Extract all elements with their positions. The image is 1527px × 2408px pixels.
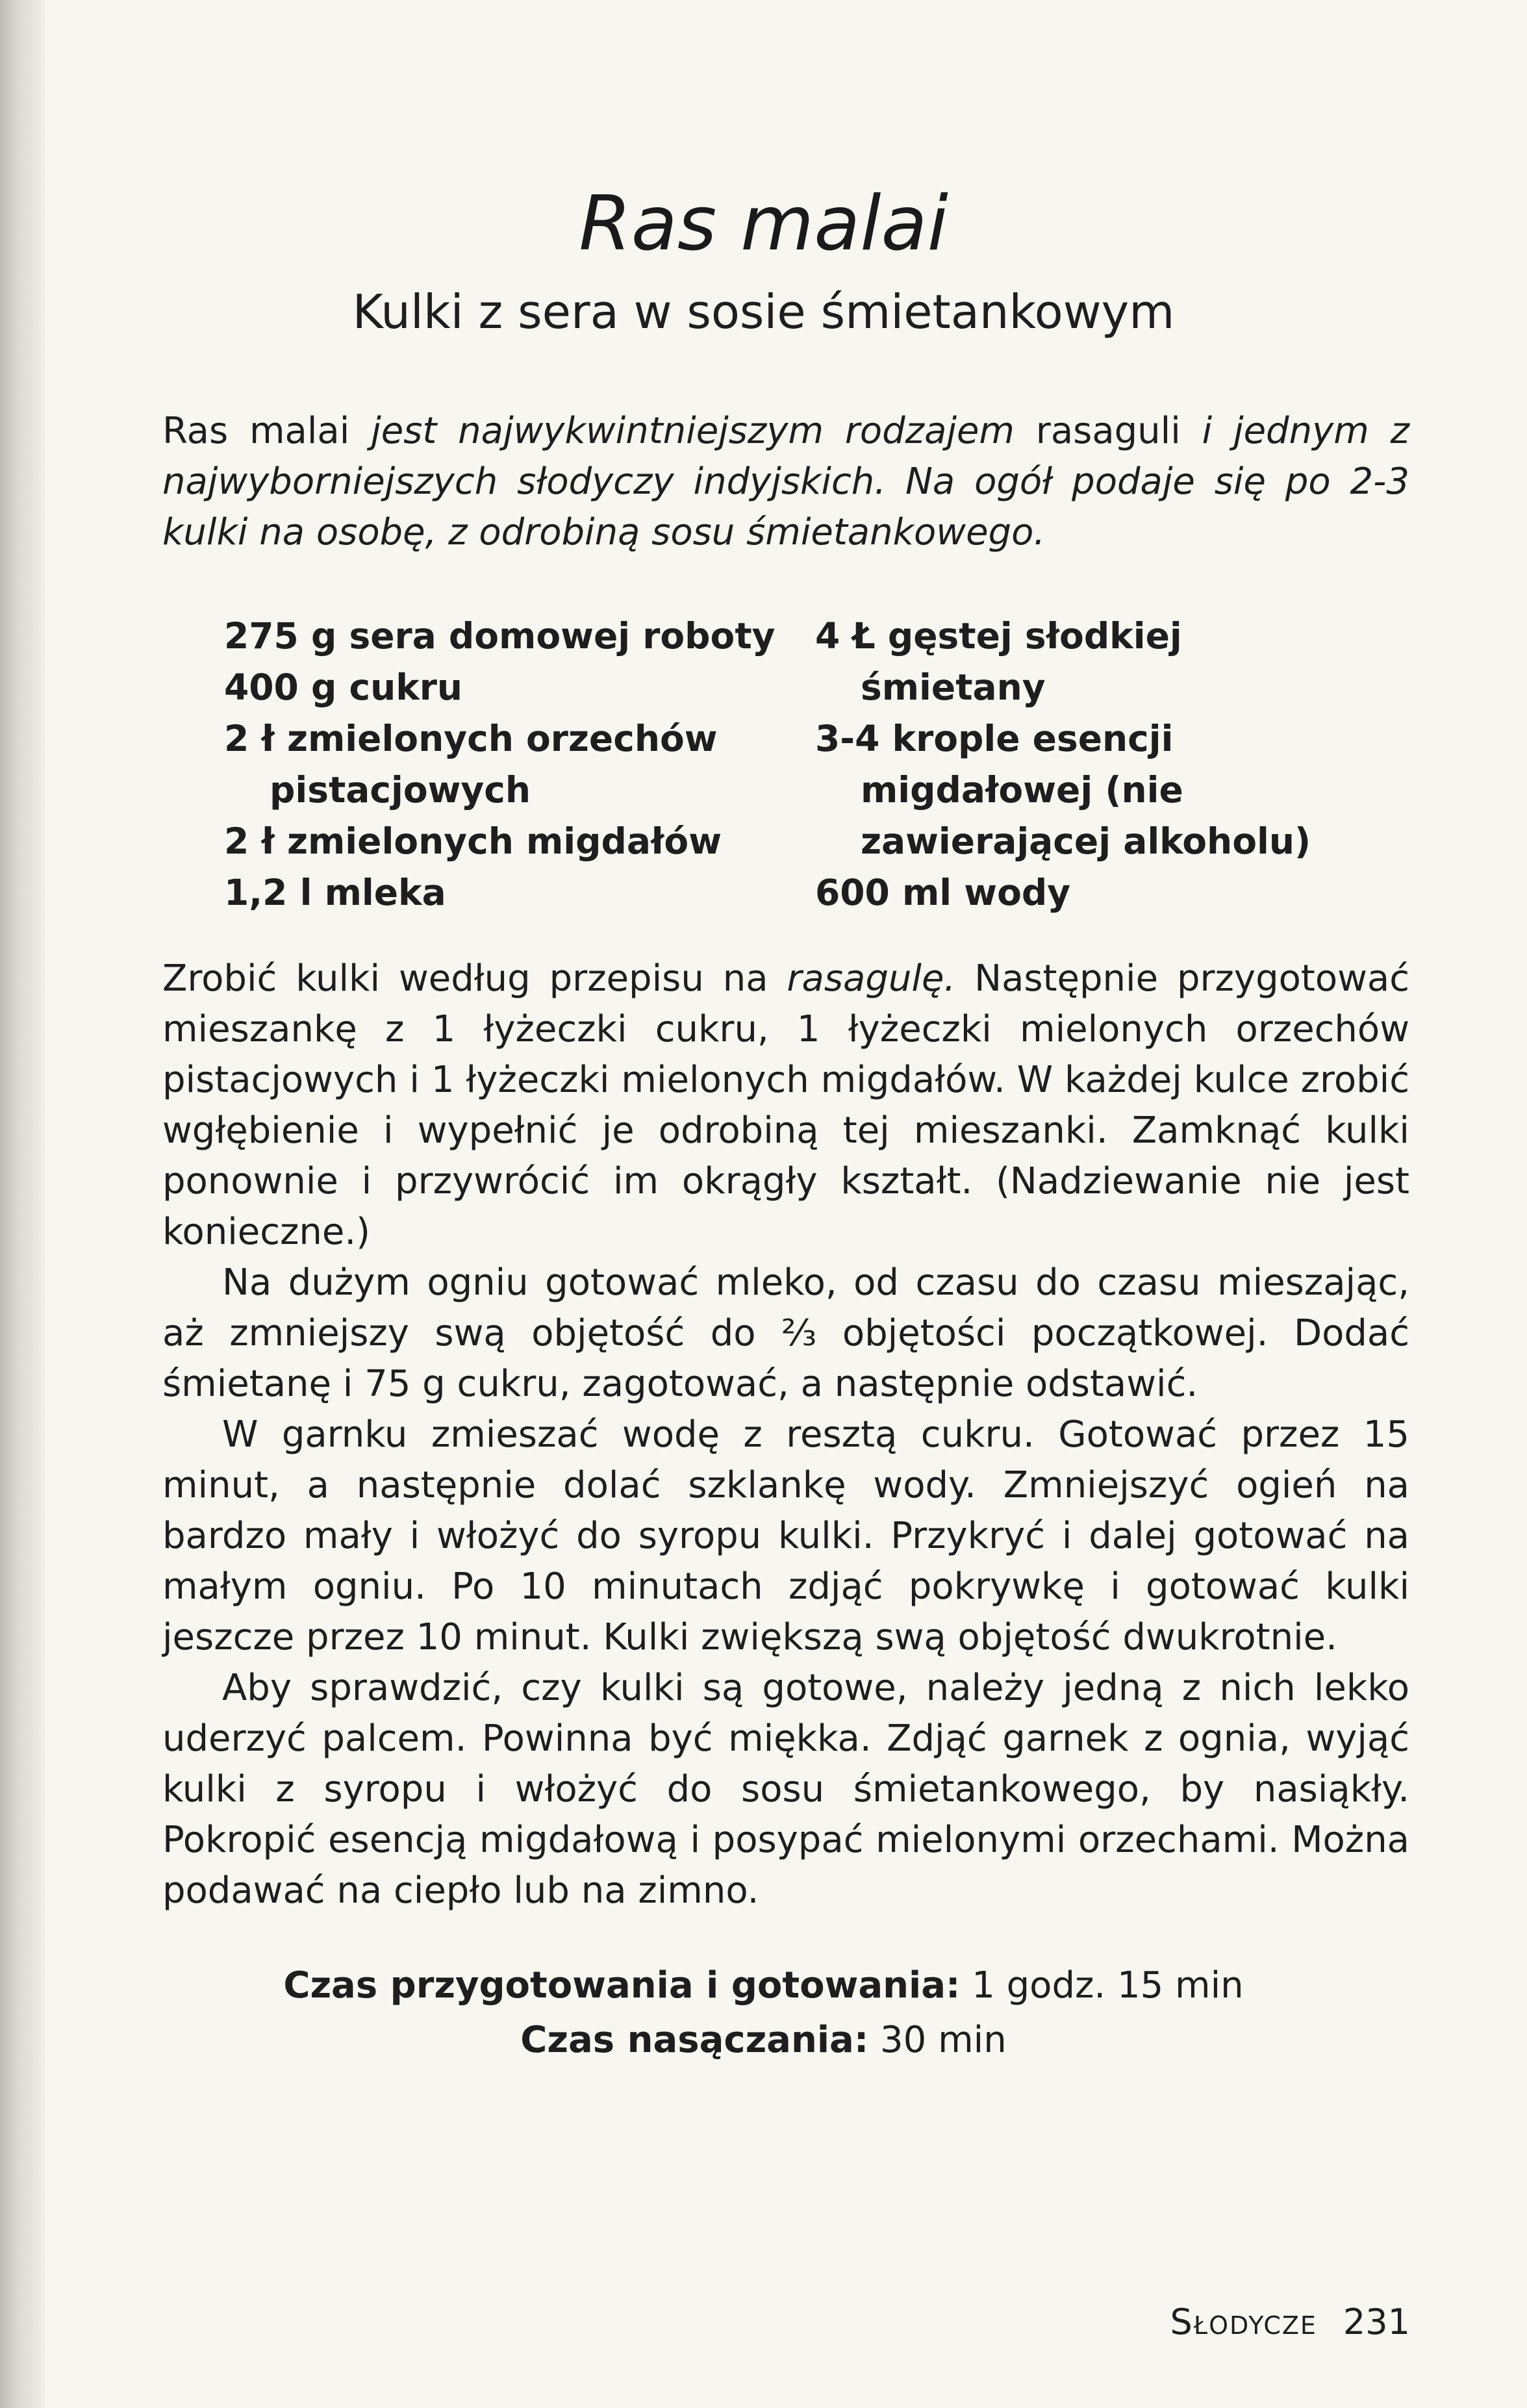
intro-paragraph xyxy=(162,406,1409,558)
page-footer xyxy=(1170,2300,1410,2345)
method-p1-link: rasagulę. xyxy=(787,957,956,1000)
ingredient-item: 275 g sera domowej roboty xyxy=(224,615,776,657)
ingredient-item: 2 ł zmielonych migdałów xyxy=(224,820,722,862)
intro-rasaguli: rasaguli xyxy=(1035,410,1181,452)
soak-time-value: 30 min xyxy=(880,2019,1007,2061)
intro-dish-name: Ras malai xyxy=(162,410,350,452)
intro-text-2: i jednym z najwyborniejszych słodyczy indyjskich. Na ogół podaje się po 2-3 kulki na osobę, z odrobiną sosu śmietankowego. xyxy=(162,410,1409,553)
method-paragraph-4: Aby sprawdzić, czy kulki są gotowe, należy jedną z nich lekko uderzyć palcem. Powinna być miękka. Zdjąć garnek z ognia, wyjąć kulki z syropu i włożyć do sosu śmietankowego, by nasiąkły. Pokropić esencją migdałową i posypać mielonymi orzechami. Można podawać na ciepło lub na zimno. xyxy=(162,1667,1409,1912)
recipe-title: Ras malai xyxy=(579,180,948,268)
prep-time-label: Czas przygotowania i gotowania: xyxy=(283,1964,961,2007)
intro-text-1: jest najwykwintniejszym rodzajem xyxy=(371,410,1015,452)
method-p1-a: Zrobić kulki według przepisu na xyxy=(162,957,768,1000)
ingredients-right-column xyxy=(815,611,1348,919)
prep-time-value: 1 godz. 15 min xyxy=(972,1964,1244,2007)
timing-info xyxy=(0,1958,1527,2068)
ingredient-item: 4 Ł gęstej słodkiej śmietany xyxy=(815,615,1182,708)
ingredient-item: 3-4 krople esencji migdałowej (nie zawierającej alkoholu) xyxy=(815,718,1311,862)
method-paragraph-2: Na dużym ogniu gotować mleko, od czasu do czasu mieszając, aż zmniejszy swą objętość do ⅔ objętości początkowej. Dodać śmietanę i 75 g cukru, zagotować, a następnie odstawić. xyxy=(162,1261,1409,1405)
soak-time-label: Czas nasączania: xyxy=(520,2019,869,2061)
section-name: Słodycze xyxy=(1170,2301,1317,2342)
ingredient-item: 1,2 l mleka xyxy=(224,872,446,913)
page-number: 231 xyxy=(1343,2301,1410,2342)
method-paragraph-1 xyxy=(162,954,1409,1258)
method-p1-b: Następnie przygotować mieszankę z 1 łyżeczki cukru, 1 łyżeczki mielonych orzechów pistacjowych i 1 łyżeczki mielonych migdałów. W każdej kulce zrobić wgłębienie i wypełnić je odrobiną tej mieszanki. Zamknąć kulki ponownie i przywrócić im okrągły kształt. (Nadziewanie nie jest konieczne.) xyxy=(162,957,1409,1253)
ingredient-item: 600 ml wody xyxy=(815,872,1071,913)
prep-time-line xyxy=(0,1958,1527,2013)
ingredient-item: 400 g cukru xyxy=(224,666,463,708)
recipe-subtitle: Kulki z sera w sosie śmietankowym xyxy=(352,285,1175,339)
method-paragraph-3: W garnku zmieszać wodę z resztą cukru. Gotować przez 15 minut, a następnie dolać szklankę wody. Zmniejszyć ogień na bardzo mały i włożyć do syropu kulki. Przykryć i dalej gotować na małym ogniu. Po 10 minutach zdjąć pokrywkę i gotować kulki jeszcze przez 10 minut. Kulki zwiększą swą objętość dwukrotnie. xyxy=(162,1413,1409,1658)
ingredient-item: 2 ł zmielonych orzechów pistacjowych xyxy=(224,718,718,811)
ingredients-left-column xyxy=(224,611,809,919)
method-text xyxy=(162,954,1409,1916)
soak-time-line xyxy=(0,2013,1527,2068)
